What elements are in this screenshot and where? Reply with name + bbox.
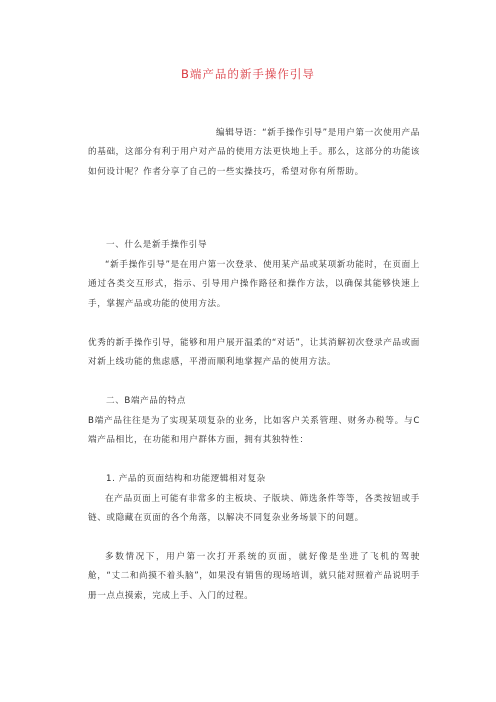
section2-paragraph: B端产品往往是为了实现某项复杂的业务，比如客户关系管理、财务办税等。与C端产品相比，在功能和用户群体方面，拥有其独特性：	[88, 416, 420, 446]
subsection1-paragraph-2: 多数情况下，用户第一次打开系统的页面，就好像是坐进了飞机的驾驶舱，“丈二和尚摸不着头脑”，如果没有销售的现场培训，就只能对照着产品说明手册一点点摸索，完成上手、入门的过程。	[88, 552, 420, 601]
subsection1-paragraph-1: 在产品页面上可能有非常多的主板块、子版块、筛选条件等等，各类按钮或手链、或隐藏在页面的各个角落，以解决不同复杂业务场景下的问题。	[88, 494, 420, 524]
section1-paragraph-1: “新手操作引导”是在用户第一次登录、使用某产品或某项新功能时，在页面上通过各类交互形式，指示、引导用户操作路径和操作方法，以确保其能够快速上手，掌握产品或功能的使用方法。	[88, 260, 420, 309]
document-title: B端产品的新手操作引导	[181, 67, 315, 81]
section1-paragraph-2: 优秀的新手操作引导，能够和用户展开温柔的“对话”，让其消解初次登录产品或面对新上线功能的焦虑感，平滑而顺利地掌握产品的使用方法。	[88, 338, 420, 368]
subsection-heading-1: 1. 产品的页面结构和功能逻辑相对复杂	[106, 474, 266, 484]
section-heading-2: 二、B端产品的特点	[106, 396, 187, 406]
editor-intro: 编辑导语：“新手操作引导”是用户第一次使用产品的基础，这部分有利于用户对产品的使用方法更快地上手。那么，这部分的功能该如何设计呢？作者分享了自己的一些实操技巧，希望对你有所帮助。	[88, 128, 420, 177]
section-heading-1: 一、什么是新手操作引导	[106, 240, 208, 250]
